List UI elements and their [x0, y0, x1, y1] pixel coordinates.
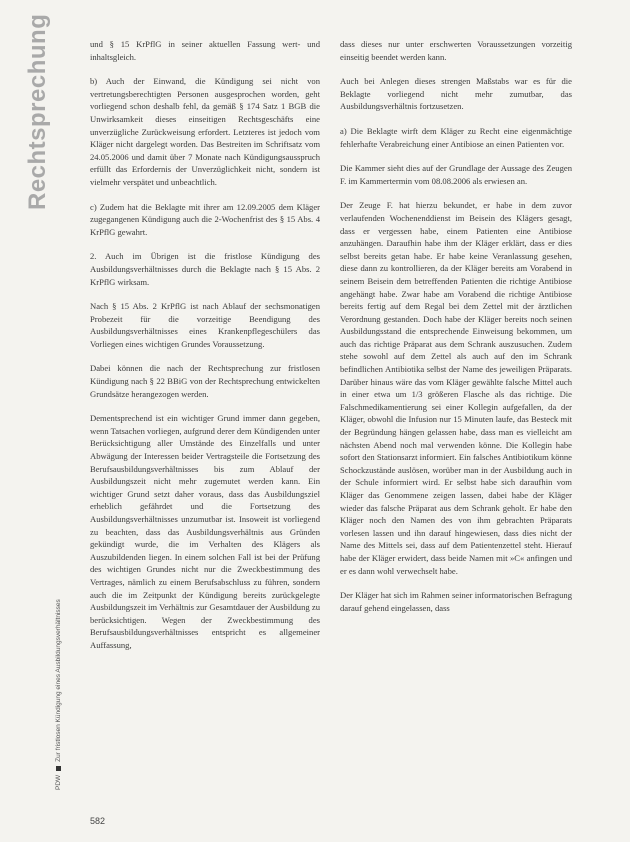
paragraph: Der Zeuge F. hat hierzu bekundet, er habe in dem zuvor verlaufenden Wochenenddienst im Beisein des Klägers gesagt, dass er vergessen habe, einem Patienten eine Antibiose anzuhängen. Daraufhin habe ihm der Kläger erklärt, dass er dies selbst bereits getan habe. Er habe keine Veranlassung gesehen, diese dann zu kontrollieren, da der Kläger bereits am Vorabend in seinem Beisein dem betreffenden Patienten die richtige Antibiose angehängt habe. Zwar habe am Vorabend die richtige Antibiose bereits fertig auf dem Regal bei dem Zettel mit der ärztlichen Verordnung gestanden. Doch habe der Kläger bereits noch seinen Ausbildungsstand die entsprechende Einweisung bekommen, um auch das richtige Präparat aus dem Schrank auszusuchen. Zudem stehe sowohl auf dem Zettel als auch auf den im Schrank befindlichen Antibiotika selbst der Name des jeweiligen Präparats. Darüber hinaus wäre das vom Kläger gewählte falsche Mittel auch in einer etwa um 1/3 größeren Flasche als das richtige. Die Falschmedikamentierung sei einer Kollegin aufgefallen, da der Kläger, obwohl die Infusion nur 15 Minuten laufe, das Besteck mit der Begründung hängen gelassen habe, dass man es vielleicht am nächsten Abend noch mal verwenden könne. Die Kollegin habe sofort den Stationsarzt informiert. Ein falsches Antibiotikum könne Schockzustände auslösen, worüber man in der Ausbildung auch in der Schule informiert wird. Er selbst habe sich daraufhin vom Kläger das Genommene zeigen lassen, dabei habe der Kläger wieder das falsche Präparat aus dem Schrank geholt. Er habe den Kläger noch den Namen des von ihm gebrachten Präparats vorlesen lassen und ihn darauf hingewiesen, dass dies nicht der Name des Mittels sei, dass auf dem Patientenzettel steht. Hierauf habe der Kläger erwidert, dass beide Namen mit »C« anfingen und er es dann wohl verwechselt habe. — [340, 200, 572, 576]
right-column — [340, 38, 572, 626]
square-bullet-icon — [56, 766, 61, 771]
footer-text: Zur fristlosen Kündigung eines Ausbildungsverhältnisses — [55, 599, 62, 762]
paragraph: Dementsprechend ist ein wichtiger Grund immer dann gegeben, wenn Tatsachen vorliegen, aufgrund derer dem Kündigenden unter Berücksichtigung aller Umstände des Einzelfalls und unter Abwägung der Interessen beider Vertragsteile die Fortsetzung des Berufsausbildungsverhältnisses bis zum Ablauf der Ausbildungszeit nicht mehr zugemutet werden kann. Ein wichtiger Grund setzt daher voraus, dass das Ausbildungsziel erheblich gefährdet und die Fortsetzung des Ausbildungsverhältnisses unzumutbar ist. Insoweit ist vorliegend zu beachten, dass das Ausbildungsverhältnis aus Gründen gekündigt wurde, die im Verhalten des Klägers als Auszubildenden liegen. In einem solchen Fall ist bei der Prüfung des wichtigen Grundes nicht nur die Zweckbestimmung des Vertrages, nämlich zu einem Berufsabschluss zu führen, sondern auch die im Zeitpunkt der Kündigung bereits zurückgelegte Ausbildungszeit im Verhältnis zur Gesamtdauer der Ausbildung zu berücksichtigen. Wegen der Zweckbestimmung des Berufsausbildungsverhältnisses entspricht es allgemeiner Auffassung, — [90, 413, 320, 650]
footer-prefix: PDW — [55, 774, 62, 790]
section-title: Rechtsprechung — [24, 13, 51, 210]
running-footer — [55, 599, 62, 790]
left-column — [90, 38, 320, 664]
paragraph: 2. Auch im Übrigen ist die fristlose Kündigung des Ausbildungsverhältnisses durch die Beklagte nach § 15 Abs. 2 KrPflG wirksam. — [90, 251, 320, 287]
paragraph: c) Zudem hat die Beklagte mit ihrer am 12.09.2005 dem Kläger zugegangenen Kündigung auch die 2-Wochenfrist des § 15 Abs. 4 KrPflG gewahrt. — [90, 201, 320, 237]
paragraph: b) Auch der Einwand, die Kündigung sei nicht von vertretungsberechtigten Personen ausgesprochen worden, geht vorliegend schon deshalb fehl, da gemäß § 174 Satz 1 BGB die Unwirksamkeit dieses einseitigen Rechtsgeschäfts eine unverzügliche Zurückweisung erfordert. Letzteres ist jedoch vom Kläger nicht dargelegt worden. Das Bestreiten im Schriftsatz vom 24.05.2006 und damit über 7 Monate nach Kündigungsausspruch erfüllt das Erfordernis der Unverzüglichkeit nicht, sondern ist vielmehr verspätet und unbeachtlich. — [90, 76, 320, 187]
page-number: 582 — [90, 816, 106, 826]
paragraph: Auch bei Anlegen dieses strengen Maßstabs war es für die Beklagte vorliegend nicht mehr zumutbar, das Ausbildungsverhältnis fortzusetzen. — [340, 76, 572, 112]
paragraph: Nach § 15 Abs. 2 KrPflG ist nach Ablauf der sechsmonatigen Probezeit für die vorzeitige Beendigung des Ausbildungsverhältnisses eines Krankenpflegeschülers das Vorliegen eines wichtigen Grundes Voraussetzung. — [90, 301, 320, 349]
paragraph: dass dieses nur unter erschwerten Voraussetzungen vorzeitig einseitig beendet werden kann. — [340, 39, 572, 62]
paragraph: Dabei können die nach der Rechtsprechung zur fristlosen Kündigung nach § 22 BBiG von der Rechtsprechung entwickelten Grundsätze herangezogen werden. — [90, 363, 320, 399]
paragraph: Der Kläger hat sich im Rahmen seiner informatorischen Befragung darauf gehend eingelassen, dass — [340, 590, 572, 613]
paragraph: a) Die Beklagte wirft dem Kläger zu Recht eine eigenmächtige fehlerhafte Verabreichung einer Antibiose an einen Patienten vor. — [340, 125, 572, 149]
paragraph: und § 15 KrPflG in seiner aktuellen Fassung wert- und inhaltsgleich. — [90, 39, 320, 62]
paragraph: Die Kammer sieht dies auf der Grundlage der Aussage des Zeugen F. im Kammertermin vom 08.08.2006 als erwiesen an. — [340, 163, 572, 186]
